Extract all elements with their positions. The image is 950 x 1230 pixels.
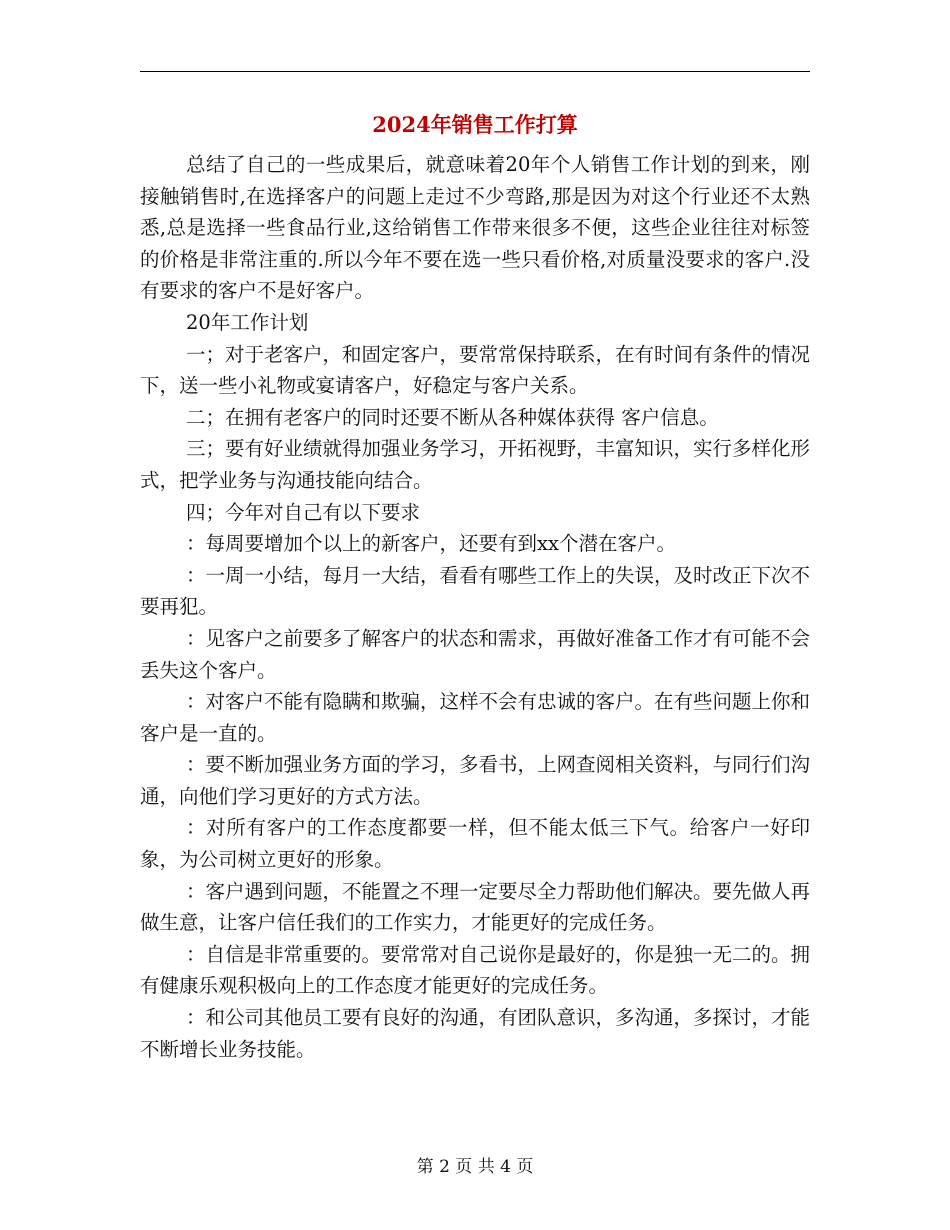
paragraph-requirement-6: ：对所有客户的工作态度都要一样，但不能太低三下气。给客户一好印象，为公司树立更好的形象。 [140, 816, 810, 872]
paragraph-item-4: 四；今年对自己有以下要求 [186, 500, 421, 524]
paragraph-intro: 总结了自己的一些成果后，就意味着20年个人销售工作计划的到来，刚接触销售时,在选择客户的问题上走过不少弯路,那是因为对这个行业还不太熟悉,总是选择一些食品行业,这给销售工作带来很多不便，这些企业往往对标签的价格是非常注重的.所以今年不要在选一些只看价格,对质量没要求的客户.没有要求的客户不是好客户。 [140, 153, 810, 303]
page-number-footer: 第 2 页 共 4 页 [416, 1157, 534, 1177]
paragraph-requirement-9: ：和公司其他员工要有良好的沟通，有团队意识，多沟通，多探讨，才能不断增长业务技能。 [140, 1006, 811, 1061]
header-rule [140, 71, 810, 72]
paragraph-item-1: 一；对于老客户，和固定客户，要常常保持联系，在有时间有条件的情况下，送一些小礼物或宴请客户，好稳定与客户关系。 [140, 342, 811, 398]
paragraph-requirement-4: ：对客户不能有隐瞒和欺骗，这样不会有忠诚的客户。在有些问题上你和客户是一直的。 [140, 690, 811, 745]
paragraph-plan-heading: 20年工作计划 [186, 310, 309, 334]
paragraph-item-3: 三；要有好业绩就得加强业务学习，开拓视野，丰富知识，实行多样化形式，把学业务与沟通技能向结合。 [140, 437, 811, 492]
paragraph-item-2: 二；在拥有老客户的同时还要不断从各种媒体获得 客户信息。 [186, 405, 719, 429]
document-body [140, 149, 810, 1065]
paragraph-requirement-8: ：自信是非常重要的。要常常对自己说你是最好的，你是独一无二的。拥有健康乐观积极向上的工作态度才能更好的完成任务。 [140, 942, 811, 998]
document-title: 2024年销售工作打算 [372, 112, 578, 137]
paragraph-requirement-7: ：客户遇到问题，不能置之不理一定要尽全力帮助他们解决。要先做人再做生意，让客户信任我们的工作实力，才能更好的完成任务。 [140, 879, 811, 935]
paragraph-requirement-1: ：每周要增加个以上的新客户，还要有到xx个潜在客户。 [186, 532, 676, 556]
paragraph-requirement-5: ：要不断加强业务方面的学习，多看书，上网查阅相关资料，与同行们沟通，向他们学习更好的方式方法。 [140, 753, 811, 808]
paragraph-requirement-2: ：一周一小结，每月一大结，看看有哪些工作上的失误，及时改正下次不要再犯。 [140, 563, 811, 619]
paragraph-requirement-3: ：见客户之前要多了解客户的状态和需求，再做好准备工作才有可能不会丢失这个客户。 [140, 626, 811, 682]
